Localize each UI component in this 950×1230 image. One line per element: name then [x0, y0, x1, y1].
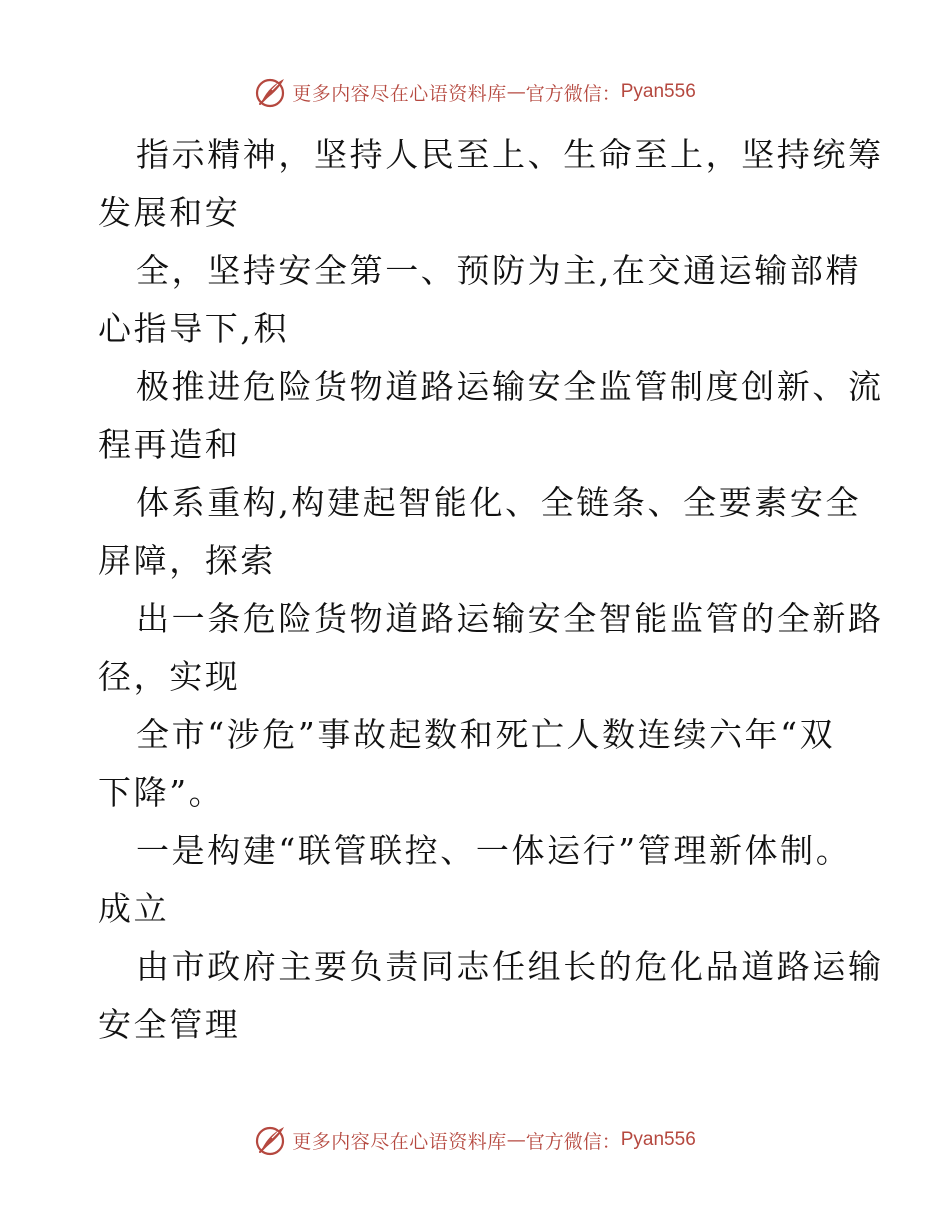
text-line — [98, 532, 858, 590]
text-line-content: 出一条危险货物道路运输安全智能监管的全新路 — [136, 599, 884, 638]
header-banner — [0, 72, 950, 112]
text-line-content: 下降”。 — [98, 773, 225, 812]
text-line — [98, 474, 862, 532]
text-line-content: 由市政府主要负责同志任组长的危化品道路运输 — [136, 947, 884, 986]
footer-official-label: 官方微信： — [525, 1130, 621, 1153]
text-line-content: 发展和安 — [98, 193, 241, 232]
text-line-content: 体系重构,构建起智能化、全链条、全要素安全 — [136, 483, 862, 522]
text-line — [98, 184, 858, 242]
footer-dash: — — [506, 1129, 526, 1151]
text-line-content: 屏障，探索 — [98, 541, 276, 580]
text-line-content: 极推进危险货物道路运输安全监管制度创新、流 — [136, 367, 884, 406]
feather-quill-logo-icon — [254, 1123, 288, 1157]
header-site-text: 更多内容尽在心语资料库 — [292, 82, 507, 105]
footer-banner — [0, 1120, 950, 1160]
header-official-label: 官方微信： — [525, 82, 621, 105]
text-line-content: 全市“涉危”事故起数和死亡人数连续六年“双 — [136, 715, 836, 754]
text-line — [98, 706, 858, 764]
text-line — [98, 764, 858, 822]
feather-quill-logo-icon — [254, 75, 288, 109]
text-line — [98, 300, 858, 358]
text-line-content: 程再造和 — [98, 425, 241, 464]
text-line-content: 全，坚持安全第一、预防为主,在交通运输部精 — [136, 251, 862, 290]
text-line — [98, 242, 862, 300]
text-line — [98, 358, 884, 416]
document-body — [98, 126, 884, 1054]
text-line-content: 成立 — [98, 889, 170, 928]
text-line-content: 径，实现 — [98, 657, 241, 696]
header-dash: — — [506, 81, 526, 103]
text-line — [98, 648, 858, 706]
text-line — [98, 822, 858, 880]
text-line — [98, 590, 884, 648]
text-line — [98, 880, 858, 938]
text-line — [98, 416, 858, 474]
text-line — [98, 938, 884, 996]
footer-site-text: 更多内容尽在心语资料库 — [292, 1130, 507, 1153]
footer-wechat-id: Pyan556 — [620, 1129, 696, 1150]
text-line — [98, 126, 884, 184]
text-line-content: 安全管理 — [98, 1005, 241, 1044]
text-line-content: 一是构建“联管联控、一体运行”管理新体制。 — [136, 831, 852, 870]
header-wechat-id: Pyan556 — [620, 81, 696, 102]
text-line-content: 心指导下,积 — [98, 309, 290, 348]
text-line — [98, 996, 858, 1054]
text-line-content: 指示精神，坚持人民至上、生命至上，坚持统筹 — [136, 135, 884, 174]
